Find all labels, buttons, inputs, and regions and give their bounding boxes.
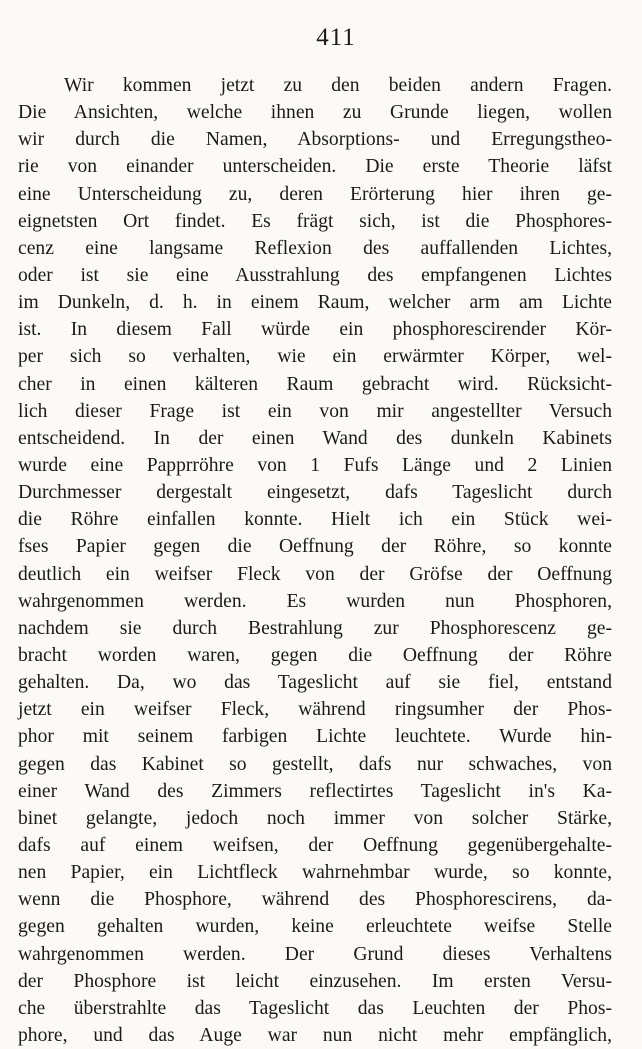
text-line: phore, und das Auge war nun nicht mehr empfänglich, bbox=[18, 1024, 612, 1046]
text-line: der Phosphore ist leicht einzusehen. Im ersten Versu- bbox=[18, 970, 612, 992]
text-line: per sich so verhalten, wie ein erwärmter Körper, wel- bbox=[18, 346, 612, 368]
text-line: jetzt ein weifser Fleck, während ringsumher der Phos- bbox=[18, 699, 612, 721]
text-line: Wir kommen jetzt zu den beiden andern Fragen. bbox=[64, 75, 612, 96]
text-line: fses Papier gegen die Oeffnung der Röhre, so konnte bbox=[18, 536, 612, 558]
text-line: wenn die Phosphore, während des Phosphorescirens, da- bbox=[18, 889, 612, 911]
text-line: wahrgenommen werden. Es wurden nun Phosphoren, bbox=[18, 590, 612, 612]
text-line: nen Papier, ein Lichtfleck wahrnehmbar wurde, so konnte, bbox=[18, 862, 612, 884]
text-line: cenz eine langsame Reflexion des auffallenden Lichtes, bbox=[18, 237, 612, 259]
text-line: gegen gehalten wurden, keine erleuchtete weifse Stelle bbox=[18, 916, 612, 938]
text-line: im Dunkeln, d. h. in einem Raum, welcher arm am Lichte bbox=[18, 292, 612, 314]
body-text bbox=[18, 72, 612, 1049]
text-line: eignetsten Ort findet. Es frägt sich, ist die Phosphores- bbox=[18, 210, 612, 232]
text-line: binet gelangte, jedoch noch immer von solcher Stärke, bbox=[18, 807, 612, 829]
text-line: einer Wand des Zimmers reflectirtes Tageslicht in's Ka- bbox=[18, 780, 612, 802]
text-line: bracht worden waren, gegen die Oeffnung der Röhre bbox=[18, 644, 612, 666]
text-line: Durchmesser dergestalt eingesetzt, dafs Tageslicht durch bbox=[18, 482, 612, 504]
page-number: 411 bbox=[316, 24, 356, 51]
text-line: entscheidend. In der einen Wand des dunkeln Kabinets bbox=[18, 427, 612, 449]
text-line: Die Ansichten, welche ihnen zu Grunde liegen, wollen bbox=[18, 102, 612, 124]
text-line: wurde eine Papprröhre von 1 Fufs Länge und 2 Linien bbox=[18, 454, 612, 476]
text-line: gegen das Kabinet so gestellt, dafs nur schwaches, von bbox=[18, 753, 612, 775]
text-line: phor mit seinem farbigen Lichte leuchtete. Wurde hin- bbox=[18, 726, 612, 748]
text-line: dafs auf einem weifsen, der Oeffnung gegenübergehalte- bbox=[18, 834, 612, 856]
text-line: rie von einander unterscheiden. Die erste Theorie läfst bbox=[18, 156, 612, 178]
text-line: die Röhre einfallen konnte. Hielt ich ein Stück wei- bbox=[18, 509, 612, 531]
text-line: oder ist sie eine Ausstrahlung des empfangenen Lichtes bbox=[18, 264, 612, 286]
text-line: eine Unterscheidung zu, deren Erörterung hier ihren ge- bbox=[18, 183, 612, 205]
text-line: ist. In diesem Fall würde ein phosphorescirender Kör- bbox=[18, 319, 612, 341]
text-line: nachdem sie durch Bestrahlung zur Phosphorescenz ge- bbox=[18, 617, 612, 639]
text-line: cher in einen kälteren Raum gebracht wird. Rücksicht- bbox=[18, 373, 612, 395]
text-line: deutlich ein weifser Fleck von der Gröfse der Oeffnung bbox=[18, 563, 612, 585]
text-line: gehalten. Da, wo das Tageslicht auf sie fiel, entstand bbox=[18, 672, 612, 694]
text-line: lich dieser Frage ist ein von mir angestellter Versuch bbox=[18, 400, 612, 422]
text-line: che überstrahlte das Tageslicht das Leuchten der Phos- bbox=[18, 997, 612, 1019]
text-line: wir durch die Namen, Absorptions- und Erregungstheo- bbox=[18, 129, 612, 151]
text-line: wahrgenommen werden. Der Grund dieses Verhaltens bbox=[18, 943, 612, 965]
